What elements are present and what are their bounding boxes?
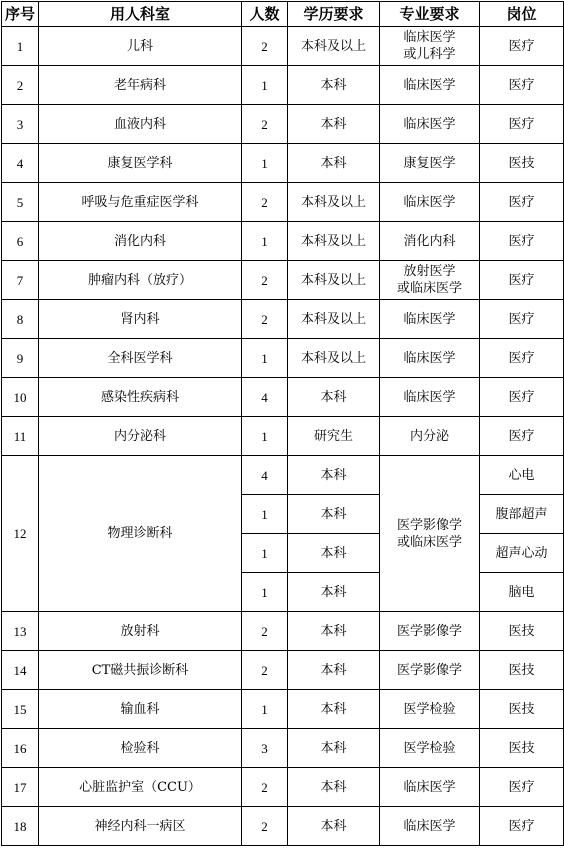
table-row — [2, 807, 564, 846]
cell-post: 医疗 — [480, 27, 564, 66]
cell-major: 康复医学 — [380, 144, 480, 183]
cell-no: 9 — [2, 339, 39, 378]
cell-post: 医疗 — [480, 183, 564, 222]
cell-post: 医技 — [480, 729, 564, 768]
cell-count: 2 — [242, 261, 288, 300]
cell-edu: 本科 — [288, 456, 380, 495]
cell-post: 医疗 — [480, 417, 564, 456]
cell-dept: 血液内科 — [39, 105, 242, 144]
cell-edu: 本科 — [288, 534, 380, 573]
cell-post: 医技 — [480, 690, 564, 729]
cell-major: 医学检验 — [380, 690, 480, 729]
cell-post: 腹部超声 — [480, 495, 564, 534]
cell-dept: 儿科 — [39, 27, 242, 66]
cell-major: 医学影像学 — [380, 651, 480, 690]
table-row — [2, 339, 564, 378]
table-row — [2, 768, 564, 807]
header-major: 专业要求 — [380, 2, 480, 27]
cell-no: 11 — [2, 417, 39, 456]
table-row — [2, 417, 564, 456]
cell-post: 医疗 — [480, 339, 564, 378]
cell-post: 心电 — [480, 456, 564, 495]
cell-major: 临床医学 — [380, 105, 480, 144]
cell-edu: 本科 — [288, 651, 380, 690]
table-row — [2, 690, 564, 729]
cell-major: 临床医学 — [380, 66, 480, 105]
cell-dept: 心脏监护室（CCU） — [39, 768, 242, 807]
cell-dept: CT磁共振诊断科 — [39, 651, 242, 690]
header-post: 岗位 — [480, 2, 564, 27]
cell-count: 2 — [242, 768, 288, 807]
header-edu: 学历要求 — [288, 2, 380, 27]
cell-post: 医疗 — [480, 66, 564, 105]
cell-edu: 研究生 — [288, 417, 380, 456]
cell-major: 医学影像学 — [380, 612, 480, 651]
table-row — [2, 222, 564, 261]
cell-major: 消化内科 — [380, 222, 480, 261]
cell-no: 2 — [2, 66, 39, 105]
header-count: 人数 — [242, 2, 288, 27]
cell-count: 1 — [242, 66, 288, 105]
cell-edu: 本科 — [288, 612, 380, 651]
cell-count: 2 — [242, 183, 288, 222]
cell-no: 18 — [2, 807, 39, 846]
table-row — [2, 729, 564, 768]
table-row — [2, 105, 564, 144]
cell-no: 16 — [2, 729, 39, 768]
cell-dept: 神经内科一病区 — [39, 807, 242, 846]
cell-no: 5 — [2, 183, 39, 222]
cell-dept: 老年病科 — [39, 66, 242, 105]
cell-major: 放射医学 或临床医学 — [380, 261, 480, 300]
cell-post: 医疗 — [480, 222, 564, 261]
cell-edu: 本科及以上 — [288, 261, 380, 300]
table-row — [2, 300, 564, 339]
cell-no: 8 — [2, 300, 39, 339]
cell-dept: 检验科 — [39, 729, 242, 768]
cell-dept: 康复医学科 — [39, 144, 242, 183]
cell-major: 临床医学 — [380, 768, 480, 807]
cell-dept: 消化内科 — [39, 222, 242, 261]
header-row — [2, 2, 564, 27]
table-row — [2, 183, 564, 222]
cell-no: 3 — [2, 105, 39, 144]
cell-count: 1 — [242, 339, 288, 378]
recruitment-table — [1, 1, 564, 846]
cell-edu: 本科 — [288, 66, 380, 105]
cell-dept: 呼吸与危重症医学科 — [39, 183, 242, 222]
cell-major: 临床医学 — [380, 300, 480, 339]
table-row — [2, 651, 564, 690]
cell-post: 医技 — [480, 144, 564, 183]
cell-major: 临床医学 — [380, 807, 480, 846]
cell-post: 医技 — [480, 651, 564, 690]
cell-major: 临床医学 — [380, 183, 480, 222]
cell-count: 1 — [242, 690, 288, 729]
cell-count: 2 — [242, 300, 288, 339]
cell-no: 7 — [2, 261, 39, 300]
cell-no: 12 — [2, 456, 39, 612]
cell-no: 6 — [2, 222, 39, 261]
cell-edu: 本科及以上 — [288, 339, 380, 378]
cell-edu: 本科 — [288, 495, 380, 534]
cell-major: 医学影像学 或临床医学 — [380, 456, 480, 612]
cell-post: 医疗 — [480, 300, 564, 339]
cell-count: 1 — [242, 534, 288, 573]
cell-major: 内分泌 — [380, 417, 480, 456]
cell-post: 医疗 — [480, 261, 564, 300]
table-row — [2, 27, 564, 66]
table-row — [2, 612, 564, 651]
cell-edu: 本科及以上 — [288, 222, 380, 261]
cell-no: 14 — [2, 651, 39, 690]
cell-no: 13 — [2, 612, 39, 651]
cell-post: 医疗 — [480, 768, 564, 807]
cell-count: 2 — [242, 807, 288, 846]
cell-count: 2 — [242, 105, 288, 144]
cell-dept: 全科医学科 — [39, 339, 242, 378]
cell-no: 17 — [2, 768, 39, 807]
cell-edu: 本科及以上 — [288, 300, 380, 339]
cell-major: 临床医学 或儿科学 — [380, 27, 480, 66]
cell-count: 2 — [242, 27, 288, 66]
cell-count: 1 — [242, 573, 288, 612]
cell-edu: 本科 — [288, 144, 380, 183]
cell-count: 4 — [242, 378, 288, 417]
cell-dept: 肿瘤内科（放疗） — [39, 261, 242, 300]
cell-post: 医疗 — [480, 378, 564, 417]
cell-count: 1 — [242, 417, 288, 456]
cell-dept: 肾内科 — [39, 300, 242, 339]
cell-no: 15 — [2, 690, 39, 729]
cell-post: 医技 — [480, 612, 564, 651]
cell-edu: 本科及以上 — [288, 183, 380, 222]
cell-count: 1 — [242, 222, 288, 261]
table-row — [2, 378, 564, 417]
cell-dept: 输血科 — [39, 690, 242, 729]
cell-post: 医疗 — [480, 807, 564, 846]
cell-edu: 本科 — [288, 690, 380, 729]
cell-dept: 物理诊断科 — [39, 456, 242, 612]
cell-major: 临床医学 — [380, 378, 480, 417]
cell-no: 10 — [2, 378, 39, 417]
cell-edu: 本科 — [288, 768, 380, 807]
cell-dept: 感染性疾病科 — [39, 378, 242, 417]
cell-count: 1 — [242, 495, 288, 534]
cell-count: 4 — [242, 456, 288, 495]
cell-dept: 内分泌科 — [39, 417, 242, 456]
table-row-12-sub — [2, 456, 564, 495]
cell-count: 2 — [242, 612, 288, 651]
cell-no: 4 — [2, 144, 39, 183]
cell-edu: 本科 — [288, 729, 380, 768]
cell-no: 1 — [2, 27, 39, 66]
cell-dept: 放射科 — [39, 612, 242, 651]
table-row — [2, 261, 564, 300]
cell-count: 1 — [242, 144, 288, 183]
cell-post: 医疗 — [480, 105, 564, 144]
cell-post: 超声心动 — [480, 534, 564, 573]
cell-count: 3 — [242, 729, 288, 768]
cell-edu: 本科 — [288, 573, 380, 612]
header-no: 序号 — [2, 2, 39, 27]
table-row — [2, 66, 564, 105]
cell-count: 2 — [242, 651, 288, 690]
cell-major: 医学检验 — [380, 729, 480, 768]
cell-edu: 本科 — [288, 807, 380, 846]
header-dept: 用人科室 — [39, 2, 242, 27]
table-row — [2, 144, 564, 183]
cell-major: 临床医学 — [380, 339, 480, 378]
cell-post: 脑电 — [480, 573, 564, 612]
cell-edu: 本科及以上 — [288, 27, 380, 66]
cell-edu: 本科 — [288, 378, 380, 417]
cell-edu: 本科 — [288, 105, 380, 144]
